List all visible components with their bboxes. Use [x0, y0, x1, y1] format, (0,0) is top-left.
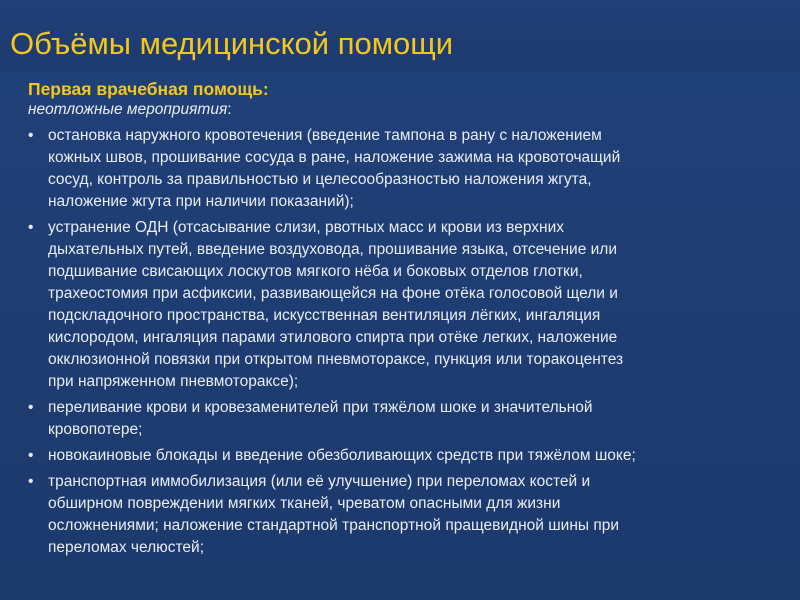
section-subheading-suffix: : [227, 101, 232, 118]
bullet-icon: • [28, 447, 34, 464]
list-item-text: остановка наружного кровотечения (введение тампона в рану с наложением кожных швов, прошивание сосуда в ране, наложение зажима на кровоточащий сосуд, контроль за правильностью и целесообразностью наложения жгута, наложение жгута при наличии показаний); [48, 127, 621, 210]
list-item-text: переливание крови и кровезаменителей при тяжёлом шоке и значительной кровопотере; [48, 399, 593, 438]
section-heading: Первая врачебная помощь: [28, 79, 269, 99]
list-item [28, 397, 780, 441]
bullet-icon: • [28, 399, 34, 416]
bullet-icon: • [28, 219, 34, 236]
section-subheading-italic: неотложные мероприятия [28, 101, 228, 118]
slide-title: Объёмы медицинской помощи [10, 26, 454, 61]
bullet-icon: • [28, 473, 34, 490]
list-item-text: транспортная иммобилизация (или её улучшение) при переломах костей и обширном повреждении мягких тканей, чреватом опасными для жизни осложнениями; наложение стандартной транспортной пращевидной шины при переломах челюстей; [48, 473, 620, 556]
list-item-text: новокаиновые блокады и введение обезболивающих средств при тяжёлом шоке; [48, 447, 636, 464]
list-item [28, 471, 780, 559]
list-item [28, 217, 780, 393]
slide-content [28, 79, 780, 563]
bullet-icon: • [28, 127, 34, 144]
list-item-text: устранение ОДН (отсасывание слизи, рвотных масс и крови из верхних дыхательных путей, введение воздуховода, прошивание языка, отсечение или подшивание свисающих лоскутов мягкого нёба и боковых отделов глотки, трахеостомия при асфиксии, развивающейся на фоне отёка голосовой щели и подскладочного пространства, искусственная вентиляция лёгких, ингаляция кислородом, ингаляция парами этилового спирта при отёке легких, наложение окклюзионной повязки при открытом пневмотораксе, пункция или торакоцентез при напряженном пневмотораксе); [48, 219, 624, 390]
list-item [28, 445, 780, 467]
section-subheading [28, 99, 780, 120]
list-item [28, 125, 780, 213]
measures-list [28, 125, 780, 559]
